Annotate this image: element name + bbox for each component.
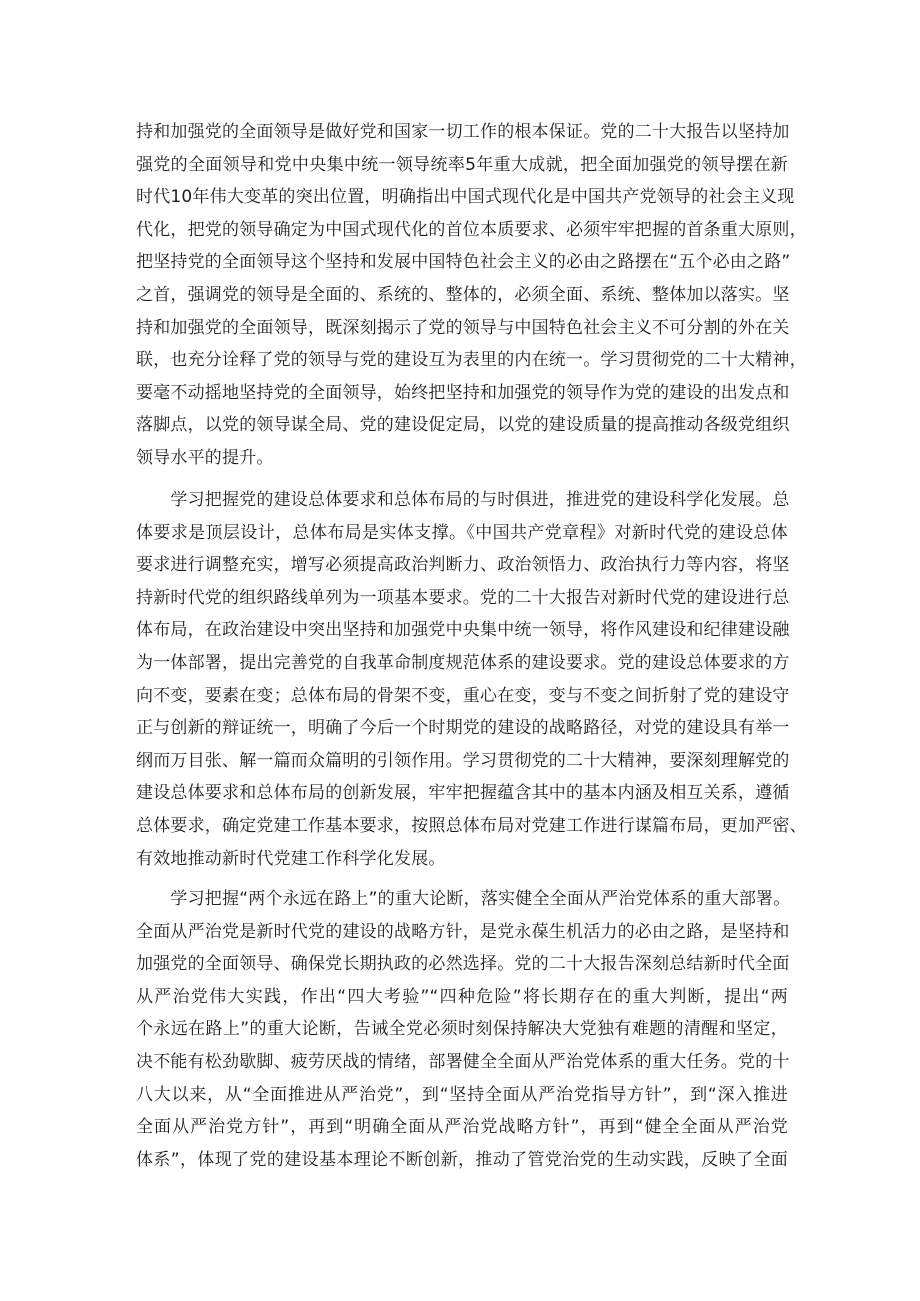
text-line: 为一体部署，提出完善党的自我革命制度规范体系的建设要求。党的建设总体要求的方	[136, 652, 790, 673]
text-line: 八大以来，从“全面推进从严治党”，到“坚持全面从严治党指导方针”，到“深入推进	[136, 1084, 788, 1105]
text-line: 体布局，在政治建设中突出坚持和加强党中央集中统一领导，将作风建设和纪律建设融	[136, 620, 790, 641]
text-line: 要毫不动摇地坚持党的全面领导，始终把坚持和加强党的领导作为党的建设的出发点和	[136, 382, 790, 403]
text-line: 要求进行调整充实，增写必须提高政治判断力、政治领悟力、政治执行力等内容，将坚	[136, 555, 790, 576]
text-line: 联，也充分诠释了党的领导与党的建设互为表里的内在统一。学习贯彻党的二十大精神，	[136, 350, 807, 371]
text-line: 体系”，体现了党的建设基本理论不断创新，推动了管党治党的生动实践，反映了全面	[136, 1149, 788, 1170]
text-line: 建设总体要求和总体布局的创新发展，牢牢把握蕴含其中的基本内涵及相互关系，遵循	[136, 783, 790, 804]
text-line: 全面从严治党方针”，再到“明确全面从严治党战略方针”，再到“健全全面从严治党	[136, 1117, 788, 1138]
text-line: 全面从严治党是新时代党的建设的战略方针，是党永葆生机活力的必由之路，是坚持和	[136, 921, 790, 942]
text-line: 决不能有松劲歇脚、疲劳厌战的情绪，部署健全全面从严治党体系的重大任务。党的十	[136, 1051, 790, 1072]
text-line: 正与创新的辩证统一，明确了今后一个时期党的建设的战略路径，对党的建设具有举一	[136, 718, 790, 739]
text-line: 持和加强党的全面领导是做好党和国家一切工作的根本保证。党的二十大报告以坚持加	[136, 122, 790, 142]
text-line: 加强党的全面领导、确保党长期执政的必然选择。党的二十大报告深刻总结新时代全面	[136, 954, 790, 975]
text-line: 学习把握“两个永远在路上”的重大论断，落实健全全面从严治党体系的重大部署。	[136, 889, 791, 909]
text-line: 从严治党伟大实践，作出“四大考验”“四种危险”将长期存在的重大判断，提出“两	[136, 986, 788, 1007]
text-line: 之首，强调党的领导是全面的、系统的、整体的，必须全面、系统、整体加以落实。坚	[136, 284, 790, 305]
text-line: 持新时代党的组织路线单列为一项基本要求。党的二十大报告对新时代党的建设进行总	[136, 587, 790, 608]
text-line: 代化，把党的领导确定为中国式现代化的首位本质要求、必须牢牢把握的首条重大原则，	[136, 219, 807, 240]
text-line: 持和加强党的全面领导，既深刻揭示了党的领导与中国特色社会主义不可分割的外在关	[136, 317, 790, 338]
text-line: 个永远在路上”的重大论断，告诫全党必须时刻保持解决大党独有难题的清醒和坚定，	[136, 1019, 788, 1040]
text-line: 有效地推动新时代党建工作科学化发展。	[136, 848, 446, 869]
text-line: 落脚点，以党的领导谋全局、党的建设促定局，以党的建设质量的提高推动各级党组织	[136, 415, 790, 436]
text-line: 纲而万目张、解一篇而众篇明的引领作用。学习贯彻党的二十大精神，要深刻理解党的	[136, 750, 790, 771]
paragraph-2	[136, 484, 807, 875]
text-line: 向不变，要素在变；总体布局的骨架不变，重心在变，变与不变之间折射了党的建设守	[136, 685, 790, 706]
text-line: 总体要求，确定党建工作基本要求，按照总体布局对党建工作进行谋篇布局，更加严密、	[136, 815, 807, 836]
text-line: 强党的全面领导和党中央集中统一领导统率5年重大成就，把全面加强党的领导摆在新	[136, 154, 788, 175]
text-line: 学习把握党的建设总体要求和总体布局的与时俱进，推进党的建设科学化发展。总	[136, 490, 790, 510]
paragraph-1	[136, 116, 807, 475]
text-line: 把坚持党的全面领导这个坚持和发展中国特色社会主义的必由之路摆在“五个必由之路”	[136, 252, 791, 273]
text-line: 领导水平的提升。	[136, 447, 274, 468]
paragraph-3	[136, 883, 791, 1176]
text-line: 时代10年伟大变革的突出位置，明确指出中国式现代化是中国共产党领导的社会主义现	[136, 187, 795, 208]
text-line: 体要求是顶层设计，总体布局是实体支撑。《中国共产党章程》对新时代党的建设总体	[136, 522, 788, 543]
